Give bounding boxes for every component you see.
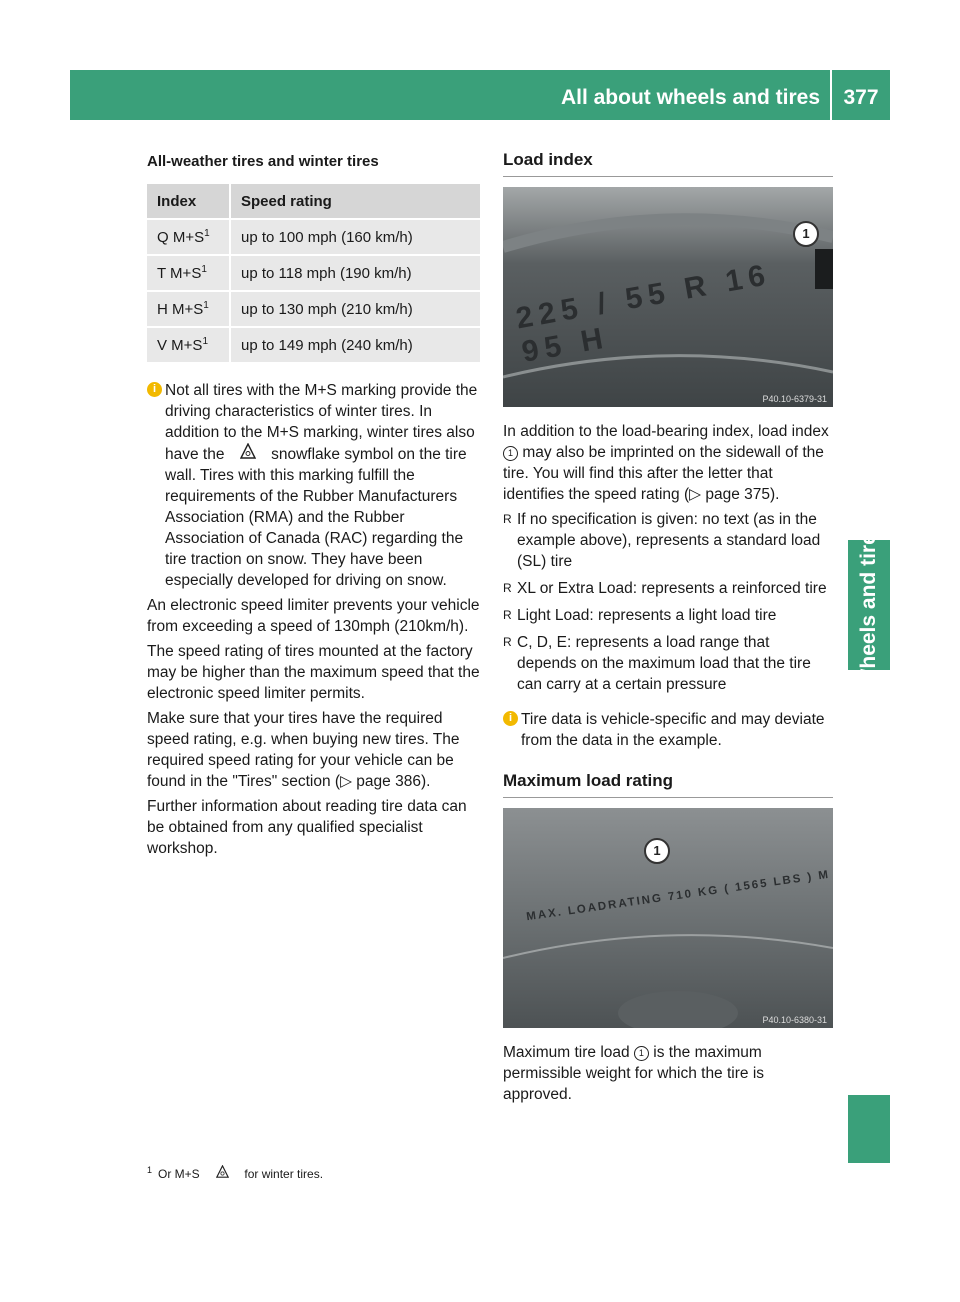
table-header-row — [147, 184, 480, 219]
page-number: 377 — [843, 86, 879, 109]
tire-sidewall-text: MAX. LOADRATING 710 KG ( 1565 LBS ) M — [525, 868, 831, 924]
photo-code: P40.10-6380-31 — [762, 1015, 827, 1025]
info-note-winter: i Not all tires with the M+S marking provide the driving characteristics of winter tires. In addition to the M+S marking, winter tires also have the snowflake symbol on the tire wall. Tires with this marking fulfill the requirements of the Rubber Manufacturers Association (RMA) and the Rubber Association of Canada (RAC) regarding the tire traction on snow. They have been especially developed for driving on snow. — [147, 380, 480, 591]
index-cell: H $M+S^1$ — [147, 291, 230, 327]
paragraph-speed-limiter: An electronic speed limiter prevents your vehicle from exceeding a speed of 130mph (210km/h). — [147, 597, 480, 635]
rating-cell: up to 118 mph (190 km/h) — [230, 255, 480, 291]
tire-photo-load-index — [503, 187, 833, 407]
load-types-list — [503, 509, 833, 695]
side-tab-label: Wheels and tires — [857, 521, 880, 689]
list-item: R C, D, E: represents a load range that depends on the maximum load that the tire can carry at a certain pressure — [503, 632, 833, 695]
header-index: Index — [147, 184, 230, 219]
table-row — [147, 291, 480, 327]
marker-1: 1 — [644, 838, 670, 864]
header-speed-rating: Speed rating — [230, 184, 480, 219]
tire-sidewall-text: 225 / 55 R 16 95 H — [513, 258, 774, 369]
speed-rating-table — [147, 184, 480, 362]
mountain-snowflake-icon — [203, 1165, 241, 1181]
paragraph-required-rating: Make sure that your tires have the required speed rating, e.g. when buying new tires. The required speed rating for your vehicle can be found in the "Tires" section (▷ page 386). — [147, 710, 460, 790]
rating-cell: up to 130 mph (210 km/h) — [230, 291, 480, 327]
rating-cell: up to 149 mph (240 km/h) — [230, 327, 480, 362]
paragraph-load-index: In addition to the load-bearing index, load index 1 may also be imprinted on the sidewall of the tire. You will find this after the letter that identifies the speed rating (▷ page 375). — [503, 423, 829, 503]
marker-1-inline: 1 — [634, 1046, 649, 1061]
paragraph-further-info: Further information about reading tire data can be obtained from any qualified specialist workshop. — [147, 798, 467, 857]
mountain-snowflake-icon — [229, 443, 267, 465]
tire-photo-max-load — [503, 808, 833, 1028]
info-icon: i — [503, 711, 518, 726]
index-cell: T $M+S^1$ — [147, 255, 230, 291]
index-cell: Q $M+S^1$ — [147, 219, 230, 255]
footnote: $^1$ Or M+S for winter tires. — [147, 1165, 324, 1181]
side-marker — [848, 1095, 890, 1163]
rating-cell: up to 100 mph (160 km/h) — [230, 219, 480, 255]
section-title-max-load: Maximum load rating — [503, 771, 833, 798]
list-item: R XL or Extra Load: represents a reinforced tire — [503, 578, 833, 599]
index-cell: V $M+S^1$ — [147, 327, 230, 362]
table-title: All-weather tires and winter tires — [147, 153, 379, 170]
marker-1: 1 — [793, 221, 819, 247]
info-note-tire-data: i Tire data is vehicle-specific and may deviate from the data in the example. — [503, 709, 833, 751]
right-column — [503, 150, 833, 1109]
table-row — [147, 327, 480, 362]
page-header — [70, 70, 890, 120]
list-item: R Light Load: represents a light load tire — [503, 605, 833, 626]
photo-code: P40.10-6379-31 — [762, 394, 827, 404]
paragraph-factory-speed: The speed rating of tires mounted at the factory may be higher than the maximum speed that the electronic speed limiter permits. — [147, 643, 480, 702]
info-icon: i — [147, 382, 162, 397]
header-title: All about wheels and tires — [560, 86, 820, 109]
list-item: R If no specification is given: no text (as in the example above), represents a standard load (SL) tire — [503, 509, 833, 572]
paragraph-max-load: Maximum tire load 1 is the maximum permissible weight for which the tire is approved. — [503, 1044, 765, 1103]
marker-1-inline: 1 — [503, 446, 518, 461]
table-row — [147, 255, 480, 291]
section-title-load-index: Load index — [503, 150, 833, 177]
left-column — [147, 150, 480, 863]
table-row — [147, 219, 480, 255]
side-tab — [848, 521, 890, 689]
